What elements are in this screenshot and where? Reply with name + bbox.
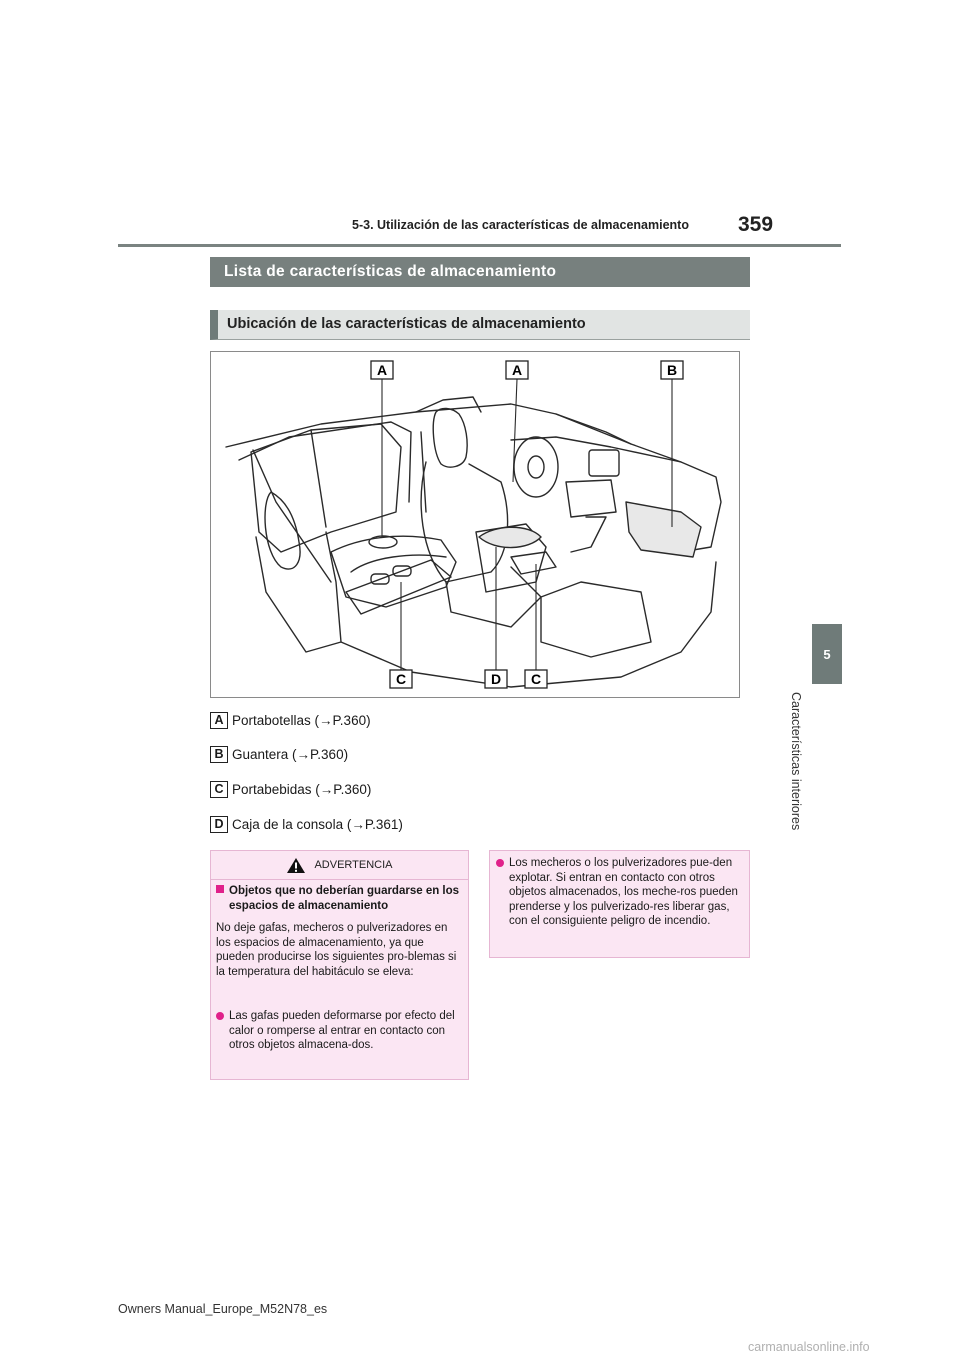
legend-text-a[interactable]: Portabotellas (→P.360) [232, 712, 371, 728]
legend-key-b: B [210, 746, 228, 763]
front-seat-back [421, 462, 507, 582]
page-number: 359 [738, 213, 774, 236]
callout-c-left: C [395, 671, 407, 687]
warning-continuation-box [489, 850, 750, 958]
callout-b: B [666, 362, 678, 378]
dot-bullet-icon [216, 1012, 224, 1020]
callout-a-left: A [376, 362, 388, 378]
warning-heading: ADVERTENCIA [314, 859, 393, 871]
center-display [589, 450, 619, 476]
callout-a-right: A [511, 362, 523, 378]
legend-key-d: D [210, 816, 228, 833]
subsection-heading: Ubicación de las características de almacenamiento [210, 310, 750, 340]
legend-item-c [210, 779, 371, 799]
leader-a-right [513, 379, 517, 482]
legend-text-c[interactable]: Portabebidas (→P.360) [232, 781, 372, 797]
rear-center-armrest [346, 560, 451, 614]
legend-text-d[interactable]: Caja de la consola (→P.361) [232, 816, 403, 832]
warning-triangle-icon [286, 857, 306, 874]
steering-hub [528, 456, 544, 478]
callout-d: D [490, 671, 502, 687]
car-interior-drawing [211, 352, 741, 699]
passenger-seat [541, 582, 651, 657]
legend-item-d [210, 814, 403, 834]
warning-box [210, 850, 469, 1080]
warning-divider [211, 879, 468, 880]
warning-paragraph: No deje gafas, mecheros o pulverizadores en los espacios de almacenamiento, ya que pueden producirse los siguientes pro-blemas si la temperatura del habitáculo se eleva: [216, 922, 457, 978]
roof-line [226, 404, 631, 447]
front-cupholders [511, 552, 556, 574]
chapter-tab[interactable]: 5 [812, 624, 842, 684]
rear-seat-side [256, 532, 341, 652]
callout-c-right: C [530, 671, 542, 687]
legend-item-b [210, 744, 348, 764]
warning-bullet-1 [216, 1009, 462, 1053]
warning-bullet-2 [496, 856, 744, 929]
warning-item-title: Objetos que no deberían guardarse en los espacios de almacenamiento [229, 885, 460, 912]
front-headrest [433, 408, 467, 467]
warning-header [211, 851, 468, 879]
center-stack [566, 480, 616, 517]
warning-item-title-row [216, 884, 462, 913]
footer-manual-id: Owners Manual_Europe_M52N78_es [118, 1302, 328, 1316]
front-seat-cushion [446, 567, 541, 627]
b-pillar [311, 430, 326, 527]
square-bullet-icon [216, 885, 224, 893]
legend-key-c: C [210, 781, 228, 798]
legend-key-a: A [210, 712, 228, 729]
warning-bullet-1-text: Las gafas pueden deformarse por efecto del calor o romperse al entrar en contacto con otros objetos almacena-dos. [229, 1010, 455, 1051]
legend-item-a [210, 710, 371, 730]
gear-selector [571, 517, 606, 552]
header-rule [118, 244, 841, 247]
running-header-title: 5-3. Utilización de las características de almacenamiento [352, 218, 689, 232]
section-banner: Lista de características de almacenamiento [210, 257, 750, 287]
steering-wheel [514, 437, 558, 497]
interior-illustration [210, 351, 740, 698]
dot-bullet-icon [496, 859, 504, 867]
rear-door-frame [239, 422, 411, 502]
watermark[interactable]: carmanualsonline.info [748, 1340, 870, 1354]
chapter-side-label-text: Características interiores [789, 692, 803, 831]
floor-line [341, 562, 716, 687]
chapter-side-label [787, 692, 807, 848]
glove-box [626, 502, 701, 557]
legend-text-b[interactable]: Guantera (→P.360) [232, 746, 349, 762]
warning-bullet-2-text: Los mecheros o los pulverizadores pue-den explotar. Si entran en contacto con otros objetos almacenados, los meche-ros pueden prenderse y los pulverizado-res liberar gas, con el consiguiente peligro de incendio. [509, 857, 738, 927]
